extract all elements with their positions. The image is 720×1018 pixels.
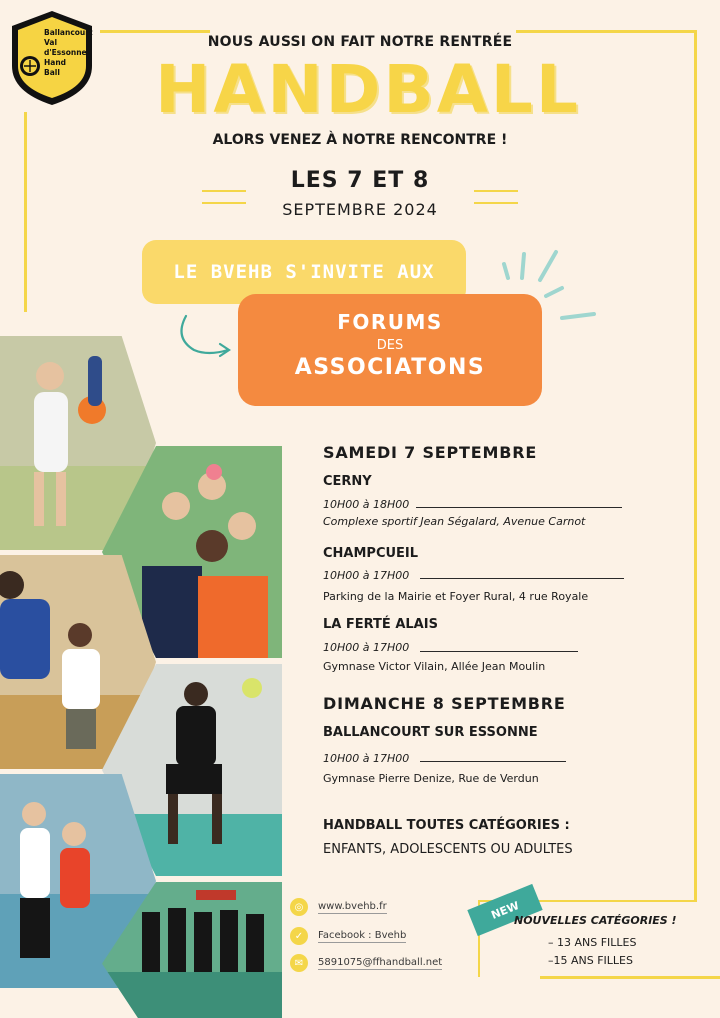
mail-icon: ✉ (290, 954, 308, 972)
frame-top-left (100, 30, 210, 33)
event-time: 10H00 à 17H00 (323, 752, 410, 765)
logo-line: Val (44, 38, 58, 47)
event-dates: LES 7 ET 8 (290, 168, 430, 193)
website-text: www.bvehb.fr (318, 900, 387, 912)
categories-title: HANDBALL TOUTES CATÉGORIES : (323, 818, 570, 833)
website-link[interactable] (290, 898, 387, 916)
logo-text (44, 28, 94, 78)
new-badge: NEW (467, 884, 542, 936)
logo-line: d'Essonne (44, 48, 87, 57)
forum-line-3: ASSOCIATONS (294, 355, 486, 380)
divider-line (416, 507, 622, 508)
event-place: Gymnase Pierre Denize, Rue de Verdun (323, 772, 539, 785)
event-month: SEPTEMBRE 2024 (282, 200, 438, 219)
club-logo (6, 8, 98, 108)
logo-line: Hand (44, 58, 67, 67)
frame-left-top (24, 112, 27, 312)
curved-arrow-icon (172, 312, 236, 362)
town-name: BALLANCOURT SUR ESSONNE (323, 725, 538, 740)
event-time: 10H00 à 17H00 (323, 569, 410, 582)
day-title-sunday: DIMANCHE 8 SEPTEMBRE (323, 694, 566, 713)
new-category-item: –15 ANS FILLES (548, 954, 633, 967)
facebook-link[interactable] (290, 927, 406, 945)
event-place: Complexe sportif Jean Ségalard, Avenue Carnot (323, 515, 586, 528)
tagline-top: NOUS AUSSI ON FAIT NOTRE RENTRÉE (207, 34, 513, 50)
facebook-text: Facebook : Bvehb (318, 929, 407, 941)
invite-banner: LE BVEHB S'INVITE AUX (142, 240, 466, 304)
town-name: LA FERTÉ ALAIS (323, 617, 438, 632)
divider-line (420, 761, 566, 762)
sparkle-lines-icon (496, 244, 600, 328)
divider-line (420, 651, 578, 652)
email-link[interactable] (290, 954, 442, 972)
event-place: Gymnase Victor Vilain, Allée Jean Moulin (323, 660, 546, 673)
forum-line-2: DES (376, 338, 404, 353)
frame-right (694, 30, 697, 902)
logo-line: Ballancourt (44, 28, 93, 37)
event-time: 10H00 à 18H00 (323, 498, 410, 511)
new-category-item: – 13 ANS FILLES (548, 936, 637, 949)
tagline-invite: ALORS VENEZ À NOTRE RENCONTRE ! (212, 132, 508, 148)
categories-subtitle: ENFANTS, ADOLESCENTS OU ADULTES (323, 842, 573, 857)
day-title-saturday: SAMEDI 7 SEPTEMBRE (323, 443, 538, 462)
town-name: CHAMPCUEIL (323, 546, 419, 561)
town-name: CERNY (323, 474, 372, 489)
logo-line: Ball (44, 68, 60, 77)
forum-line-1: FORUMS (337, 310, 443, 334)
event-time: 10H00 à 17H00 (323, 641, 410, 654)
email-text: 5891075@ffhandball.net (318, 956, 443, 968)
globe-icon: ◎ (290, 898, 308, 916)
frame-top-right (516, 30, 696, 33)
divider-line (420, 578, 624, 579)
thumbs-up-icon: ✓ (290, 927, 308, 945)
new-categories-title: NOUVELLES CATÉGORIES ! (514, 914, 677, 927)
event-place: Parking de la Mairie et Foyer Rural, 4 rue Royale (323, 590, 589, 603)
poster-title: HANDBALL (155, 51, 581, 128)
